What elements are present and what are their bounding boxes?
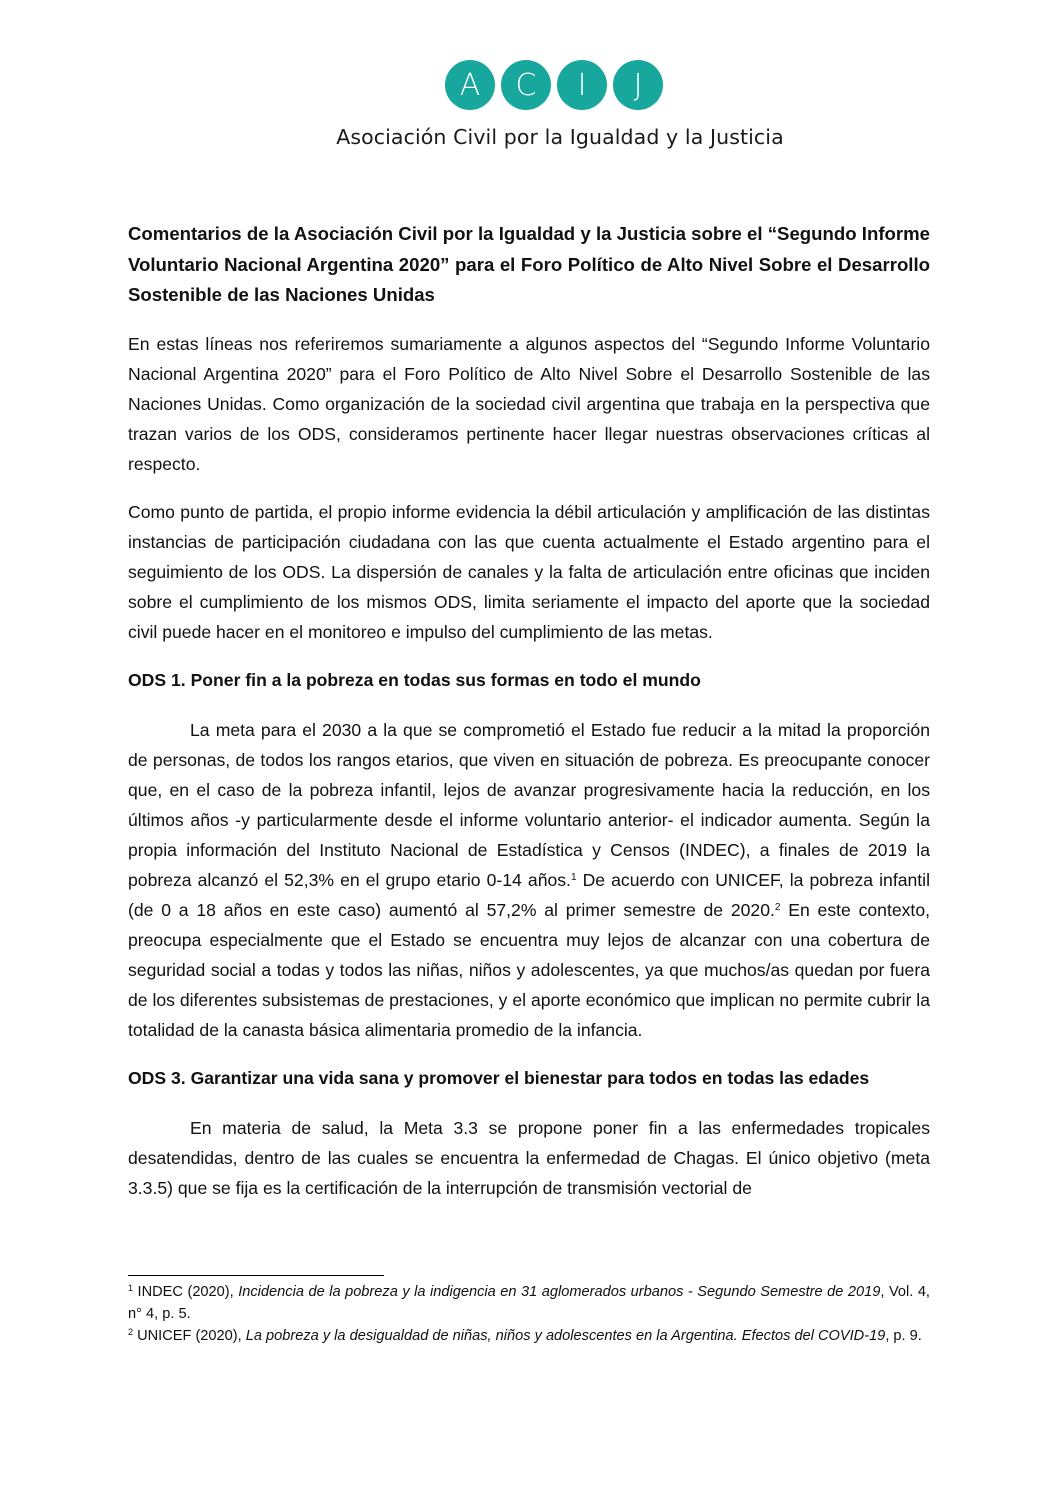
footnote-divider	[128, 1275, 384, 1276]
logo-letter-c: C	[501, 60, 551, 110]
footnote-source-title: Incidencia de la pobreza y la indigencia en 31 aglomerados urbanos - Segundo Semestre de 2019	[238, 1284, 881, 1300]
ods3-paragraph: En materia de salud, la Meta 3.3 se propone poner fin a las enfermedades tropicales desatendidas, dentro de las cuales se encuentra la enfermedad de Chagas. El único objetivo (meta 3.3.5) que se fija es la certificación de la interrupción de transmisión vectorial de	[128, 1117, 930, 1198]
footnote-2	[128, 1326, 930, 1348]
footnote-ref-1[interactable]: 1	[570, 871, 577, 883]
ods3-heading: ODS 3. Garantizar una vida sana y promover el bienestar para todos en todas las edades	[128, 1067, 870, 1088]
ods1-text-b: De acuerdo con UNICEF, la pobreza infantil (de 0 a 18 años en este caso) aumentó al 57,2% al primer semestre de 2020.	[128, 869, 930, 920]
footnote-ref-2[interactable]: 2	[774, 901, 781, 913]
intro-paragraph: En estas líneas nos referiremos sumariamente a algunos aspectos del “Segundo Informe Voluntario Nacional Argentina 2020” para el Foro Político de Alto Nivel Sobre el Desarrollo Sostenible de las Naciones Unidas. Como organización de la sociedad civil argentina que trabaja en la perspectiva que trazan varios de los ODS, consideramos pertinente hacer llegar nuestras observaciones críticas al respecto.	[128, 333, 930, 474]
footnote-lead: INDEC (2020),	[133, 1284, 239, 1300]
footnote-number: 2	[128, 1327, 134, 1337]
footnote-tail: , Vol. 4, n° 4, p. 5.	[128, 1284, 930, 1322]
ods1-text-a: La meta para el 2030 a la que se comprometió el Estado fue reducir a la mitad la proporción de personas, de todos los rangos etarios, que viven en situación de pobreza. Es preocupante conocer que, en el caso de la pobreza infantil, lejos de avanzar progresivamente hacia la reducción, en los últimos años -y particularmente desde el informe voluntario anterior- el indicador aumenta. Según la propia información del Instituto Nacional de Estadística y Censos (INDEC), a finales de 2019 la pobreza alcanzó el 52,3% en el grupo etario 0-14 años.	[128, 719, 930, 890]
ods1-text-c: En este contexto, preocupa especialmente que el Estado se encuentra muy lejos de alcanzar con una cobertura de seguridad social a todas y todos las niñas, niños y adolescentes, ya que muchos/as quedan por fuera de los diferentes subsistemas de prestaciones, y el aporte económico que implican no permite cubrir la totalidad de la canasta básica alimentaria promedio de la infancia.	[128, 899, 930, 1040]
acij-logo	[0, 60, 1060, 149]
logo-letter-a: A	[445, 60, 495, 110]
logo-letter-j: J	[613, 60, 663, 110]
footnote-lead: UNICEF (2020),	[133, 1328, 246, 1344]
document-title: Comentarios de la Asociación Civil por la Igualdad y la Justicia sobre el “Segundo Informe Voluntario Nacional Argentina 2020” para el Foro Político de Alto Nivel Sobre el Desarrollo Sostenible de las Naciones Unidas	[128, 223, 930, 305]
document-body	[128, 219, 930, 1221]
footnote-1	[128, 1282, 930, 1325]
ods1-paragraph	[128, 715, 930, 1045]
ods1-heading: ODS 1. Poner fin a la pobreza en todas sus formas en todo el mundo	[128, 669, 701, 690]
footnote-number: 1	[128, 1283, 134, 1293]
logo-circles	[48, 60, 1060, 110]
context-paragraph: Como punto de partida, el propio informe evidencia la débil articulación y amplificación de las distintas instancias de participación ciudadana con las que cuenta actualmente el Estado argentino para el seguimiento de los ODS. La dispersión de canales y la falta de articulación entre oficinas que inciden sobre el cumplimiento de los mismos ODS, limita seriamente el impacto del aporte que la sociedad civil puede hacer en el monitoreo e impulso del cumplimiento de las metas.	[128, 501, 930, 642]
organization-name: Asociación Civil por la Igualdad y la Justicia	[336, 125, 784, 149]
logo-letter-i: I	[557, 60, 607, 110]
footnote-tail: , p. 9.	[885, 1328, 922, 1344]
footnote-source-title: La pobreza y la desigualdad de niñas, niños y adolescentes en la Argentina. Efectos del COVID-19	[245, 1328, 886, 1344]
footnotes	[128, 1282, 930, 1349]
